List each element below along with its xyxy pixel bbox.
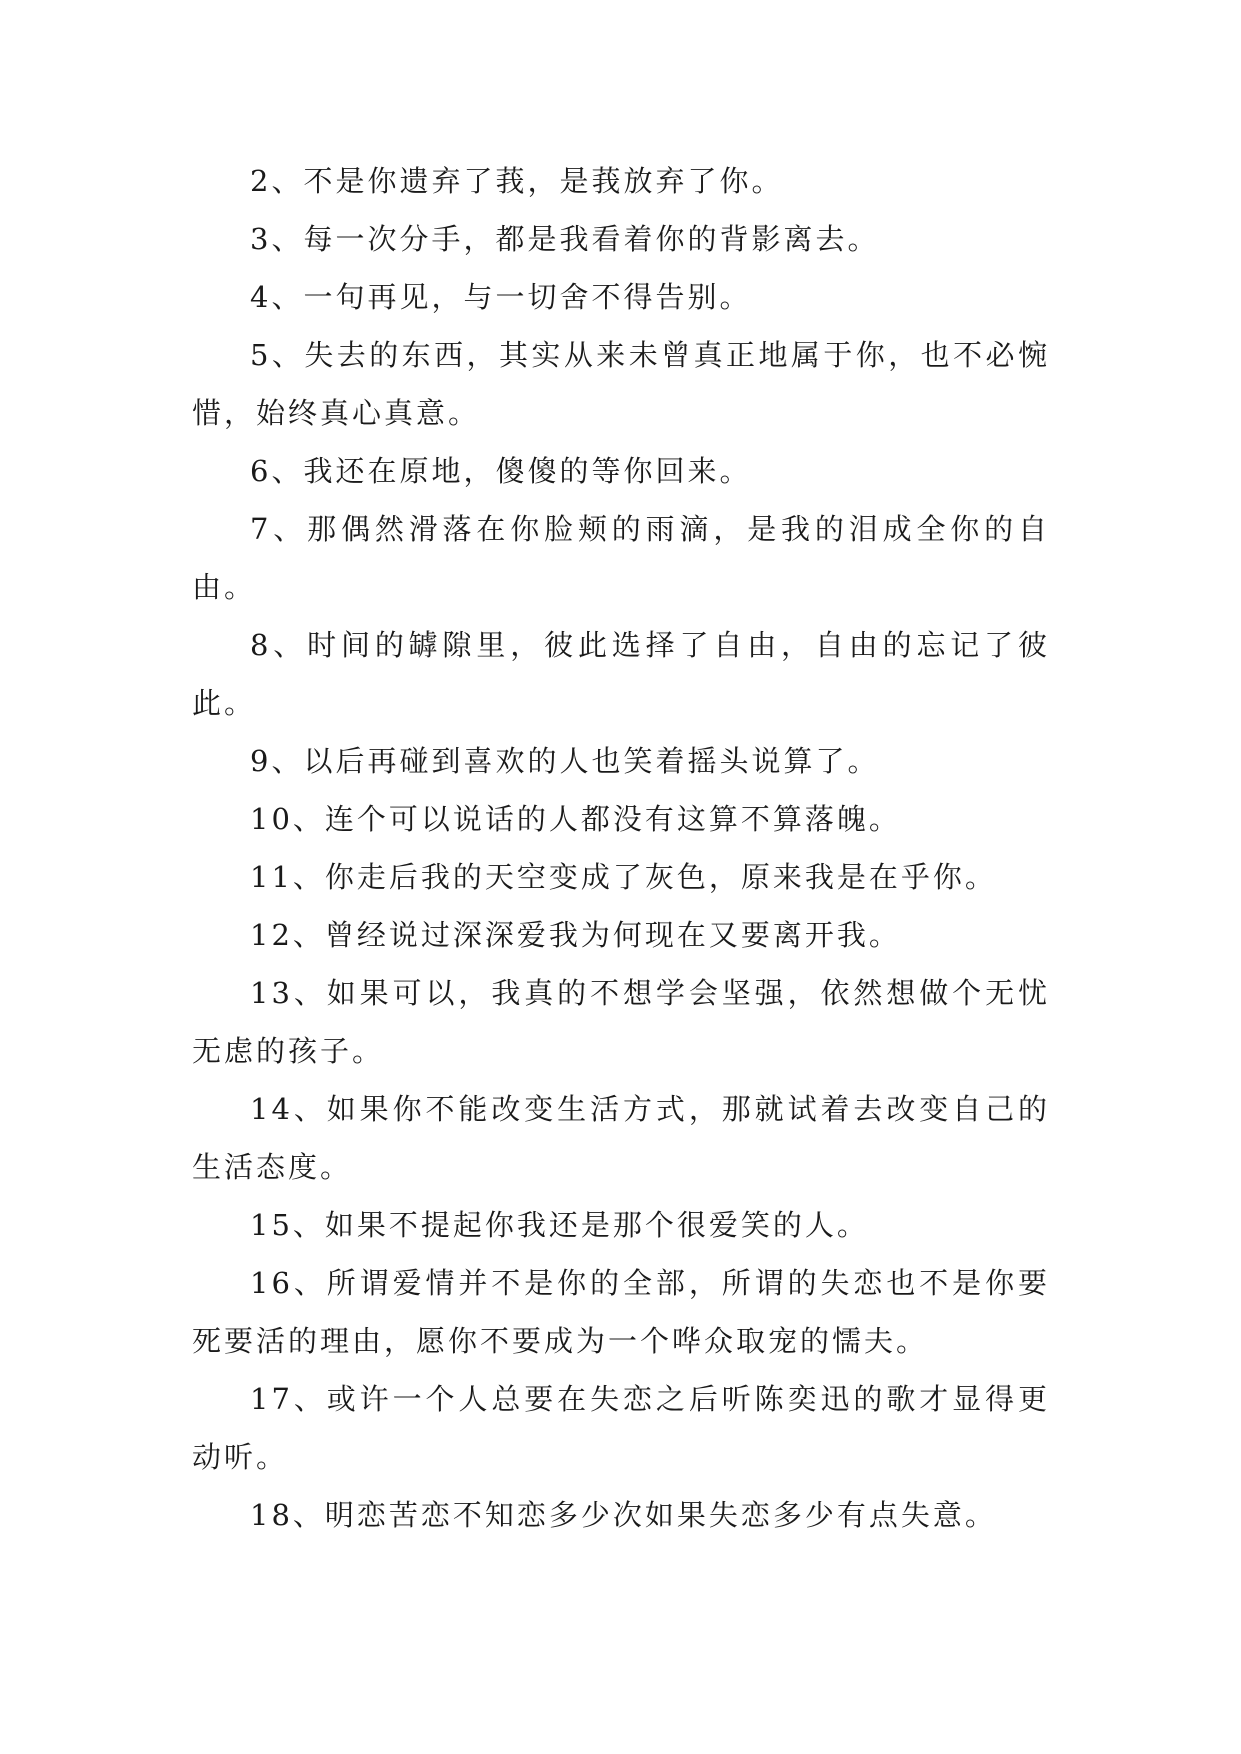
paragraph-9: 9、以后再碰到喜欢的人也笑着摇头说算了。 (250, 744, 880, 778)
paragraph-15: 15、如果不提起你我还是那个很爱笑的人。 (250, 1208, 869, 1242)
paragraph-16: 16、所谓爱情并不是你的全部，所谓的失恋也不是你要死要活的理由，愿你不要成为一个哗众取宠的懦夫。 (192, 1266, 1050, 1358)
paragraph-11: 11、你走后我的天空变成了灰色，原来我是在乎你。 (250, 860, 997, 894)
paragraph-3: 3、每一次分手，都是我看着你的背影离去。 (250, 222, 880, 256)
paragraph-17: 17、或许一个人总要在失恋之后听陈奕迅的歌才显得更动听。 (192, 1382, 1050, 1474)
paragraph-5: 5、失去的东西，其实从来未曾真正地属于你，也不必惋惜，始终真心真意。 (192, 338, 1050, 430)
paragraph-12: 12、曾经说过深深爱我为何现在又要离开我。 (250, 918, 901, 952)
paragraph-13: 13、如果可以，我真的不想学会坚强，依然想做个无忧无虑的孩子。 (192, 976, 1050, 1068)
paragraph-10: 10、连个可以说话的人都没有这算不算落魄。 (250, 802, 901, 836)
paragraph-14: 14、如果你不能改变生活方式，那就试着去改变自己的生活态度。 (192, 1092, 1050, 1184)
paragraph-2: 2、不是你遗弃了莪，是莪放弃了你。 (250, 164, 784, 198)
paragraph-4: 4、一句再见，与一切舍不得告别。 (250, 280, 752, 314)
paragraph-7: 7、那偶然滑落在你脸颊的雨滴，是我的泪成全你的自由。 (192, 512, 1050, 604)
paragraph-18: 18、明恋苦恋不知恋多少次如果失恋多少有点失意。 (250, 1498, 997, 1532)
paragraph-8: 8、时间的罅隙里，彼此选择了自由，自由的忘记了彼此。 (192, 628, 1050, 720)
paragraph-6: 6、我还在原地，傻傻的等你回来。 (250, 454, 752, 488)
document-body (192, 152, 1050, 1544)
